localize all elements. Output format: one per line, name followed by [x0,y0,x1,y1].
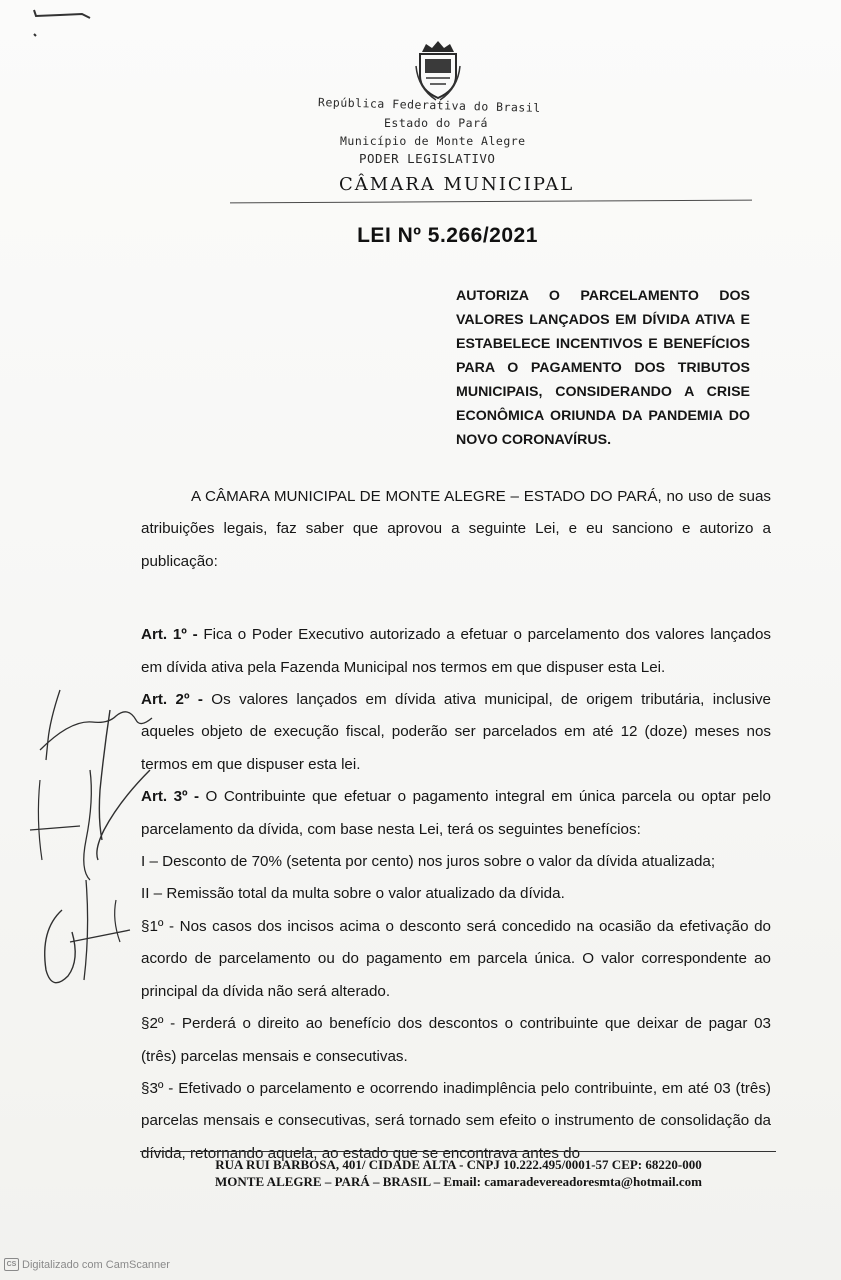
header-state: Estado do Pará [384,116,488,130]
article-label: Art. 2º - [141,691,203,709]
article-1 [141,619,771,684]
law-intro: A CÂMARA MUNICIPAL DE MONTE ALEGRE – ESTADO DO PARÁ, no uso de suas atribuições legais, faz saber que aprovou a seguinte Lei, e eu sanciono e autorizo a publicação: [141,488,771,570]
paragraph-3: §3º - Efetivado o parcelamento e ocorrendo inadimplência pelo contribuinte, em até 03 (três) parcelas mensais e consecutivas, será tornado sem efeito o instrumento de consolidação da dívida, retornando aquela, ao estado que se encontrava antes do [141,1079,771,1162]
paragraph-1: §1º - Nos casos dos incisos acima o desconto será concedido na ocasião da efetivação do acordo de parcelamento ou do pagamento em parcela única. O valor correspondente ao principal da dívida não será alterado. [141,917,771,1000]
article-2 [141,684,771,781]
article-3 [141,781,771,846]
header-divider [230,200,752,204]
header-republic: República Federativa do Brasil [317,95,541,115]
law-title: LEI Nº 5.266/2021 [357,224,538,247]
article-label: Art. 3º - [141,788,200,806]
coat-of-arms-icon [412,38,464,104]
article-text: O Contribuinte que efetuar o pagamento integral em única parcela ou optar pelo parcelamento da dívida, com base nesta Lei, terá os seguintes benefícios: [141,788,771,838]
header-chamber: CÂMARA MUNICIPAL [339,174,575,195]
scanner-watermark [4,1258,170,1271]
footer-contact: MONTE ALEGRE – PARÁ – BRASIL – Email: camaradevereadoresmta@hotmail.com [215,1174,702,1189]
header-power: PODER LEGISLATIVO [359,151,496,166]
inciso-1: I – Desconto de 70% (setenta por cento) nos juros sobre o valor da dívida atualizada; [141,853,716,871]
letterhead-footer [38,1156,841,1190]
watermark-text: Digitalizado com CamScanner [22,1258,170,1271]
article-label: Art. 1º - [141,626,198,644]
header-municipality: Município de Monte Alegre [340,134,526,148]
scan-artifact-mark [30,6,100,38]
footer-address: RUA RUI BARBOSA, 401/ CIDADE ALTA - CNPJ 10.222.495/0001-57 CEP: 68220-000 [215,1157,702,1172]
law-ementa: AUTORIZA O PARCELAMENTO DOS VALORES LANÇADOS EM DÍVIDA ATIVA E ESTABELECE INCENTIVOS E BENEFÍCIOS PARA O PAGAMENTO DOS TRIBUTOS MUNICIPAIS, CONSIDERANDO A CRISE ECONÔMICA ORIUNDA DA PANDEMIA DO NOVO CORONAVÍRUS. [456,288,750,448]
inciso-2: II – Remissão total da multa sobre o valor atualizado da dívida. [141,885,565,903]
article-text: Fica o Poder Executivo autorizado a efetuar o parcelamento dos valores lançados em dívida ativa pela Fazenda Municipal nos termos em que dispuser esta Lei. [141,626,771,676]
law-body [141,481,771,1170]
article-text: Os valores lançados em dívida ativa municipal, de origem tributária, inclusive aqueles objeto de execução fiscal, poderão ser parcelados em até 12 (doze) meses nos termos em que dispuser esta lei. [141,691,771,773]
footer-divider [140,1151,776,1152]
handwritten-signature [20,680,170,1000]
paragraph-2: §2º - Perderá o direito ao benefício dos descontos o contribuinte que deixar de pagar 03 (três) parcelas mensais e consecutivas. [141,1015,771,1065]
camscanner-logo-icon: CS [4,1258,19,1271]
